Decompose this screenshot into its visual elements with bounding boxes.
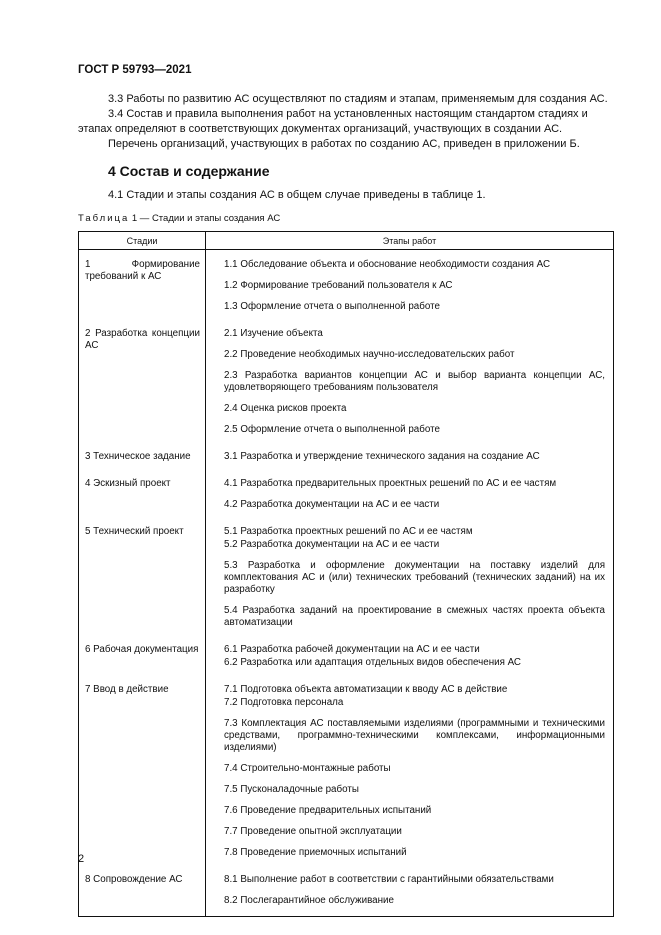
stage-cell: 3 Техническое задание [79, 445, 206, 472]
stage-cell: 2 Разработка концепции АС [79, 322, 206, 445]
stages-table [78, 231, 614, 917]
work-item: 3.1 Разработка и утверждение технического задания на создание АС [224, 451, 540, 462]
work-item: 6.2 Разработка или адаптация отдельных видов обеспечения АС [224, 657, 521, 668]
table-caption-text: 1 — Стадии и этапы создания АС [129, 213, 281, 224]
works-cell [206, 638, 614, 678]
stage-cell: 6 Рабочая документация [79, 638, 206, 678]
works-cell [206, 868, 614, 917]
column-header-works: Этапы работ [206, 232, 614, 250]
stage-cell: 5 Технический проект [79, 520, 206, 638]
work-item: 1.1 Обследование объекта и обоснование необходимости создания АС [224, 259, 551, 270]
table-header-row [79, 232, 614, 250]
work-item: 2.4 Оценка рисков проекта [224, 403, 347, 414]
stage-cell: 8 Сопровождение АС [79, 868, 206, 917]
work-item: 5.4 Разработка заданий на проектирование в смежных частях проекта объекта автоматизации [224, 605, 605, 628]
table-row [79, 250, 614, 323]
stage-cell: 7 Ввод в действие [79, 678, 206, 868]
work-item: 2.3 Разработка вариантов концепции АС и выбор варианта концепции АС, удовлетворяющего требованиям пользователя [224, 370, 605, 393]
works-cell [206, 472, 614, 520]
work-item: 7.2 Подготовка персонала [224, 697, 344, 708]
work-item: 5.2 Разработка документации на АС и ее части [224, 539, 440, 550]
works-cell [206, 445, 614, 472]
paragraph-3-3: 3.3 Работы по развитию АС осуществляют по стадиям и этапам, применяемым для создания АС. [108, 93, 608, 105]
work-item: 7.6 Проведение предварительных испытаний [224, 805, 432, 816]
work-item: 7.4 Строительно-монтажные работы [224, 763, 391, 774]
column-header-stages: Стадии [79, 232, 206, 250]
work-item: 4.1 Разработка предварительных проектных решений по АС и ее частям [224, 478, 557, 489]
work-item: 7.8 Проведение приемочных испытаний [224, 847, 407, 858]
table-row [79, 472, 614, 520]
table-row [79, 638, 614, 678]
table-row [79, 322, 614, 445]
work-item: 7.1 Подготовка объекта автоматизации к вводу АС в действие [224, 684, 508, 695]
paragraph-3-4: 3.4 Состав и правила выполнения работ на установленных настоящим стандартом стадиях и этапах определяют в соответствующих документах организаций, участвующих в создании АС. [78, 108, 588, 135]
work-item: 2.1 Изучение объекта [224, 328, 323, 339]
work-item: 4.2 Разработка документации на АС и ее части [224, 499, 440, 510]
work-item: 2.2 Проведение необходимых научно-исследовательских работ [224, 349, 515, 360]
table-row [79, 678, 614, 868]
page-number: 2 [78, 853, 85, 865]
work-item: 5.3 Разработка и оформление документации на поставку изделий для комплектования АС и (или) технических требований (технических заданий) на их разработку [224, 560, 605, 595]
work-item: 8.1 Выполнение работ в соответствии с гарантийными обязательствами [224, 874, 554, 885]
work-item: 8.2 Послегарантийное обслуживание [224, 895, 394, 906]
work-item: 6.1 Разработка рабочей документации на АС и ее части [224, 644, 480, 655]
table-body [79, 250, 614, 917]
work-item: 2.5 Оформление отчета о выполненной работе [224, 424, 440, 435]
table-row [79, 868, 614, 917]
paragraph-organizations: Перечень организаций, участвующих в работах по созданию АС, приведен в приложении Б. [108, 138, 580, 150]
work-item: 7.7 Проведение опытной эксплуатации [224, 826, 402, 837]
table-caption-prefix: Таблица [78, 213, 130, 224]
works-cell [206, 678, 614, 868]
work-item: 1.3 Оформление отчета о выполненной работе [224, 301, 440, 312]
works-cell [206, 250, 614, 323]
stage-cell: 4 Эскизный проект [79, 472, 206, 520]
table-caption [78, 213, 280, 224]
table-row [79, 445, 614, 472]
work-item: 1.2 Формирование требований пользователя к АС [224, 280, 453, 291]
table-row [79, 520, 614, 638]
paragraph-4-1: 4.1 Стадии и этапы создания АС в общем случае приведены в таблице 1. [108, 189, 486, 201]
works-cell [206, 322, 614, 445]
section-title: 4 Состав и содержание [108, 163, 270, 179]
works-cell [206, 520, 614, 638]
stage-cell: 1 Формирование требований к АС [79, 250, 206, 323]
work-item: 7.3 Комплектация АС поставляемыми изделиями (программными и техническими средствами, программно-техническими комплексами, информационными изделиями) [224, 718, 605, 753]
work-item: 7.5 Пусконаладочные работы [224, 784, 359, 795]
work-item: 5.1 Разработка проектных решений по АС и ее частям [224, 526, 473, 537]
document-header: ГОСТ Р 59793—2021 [78, 64, 192, 76]
